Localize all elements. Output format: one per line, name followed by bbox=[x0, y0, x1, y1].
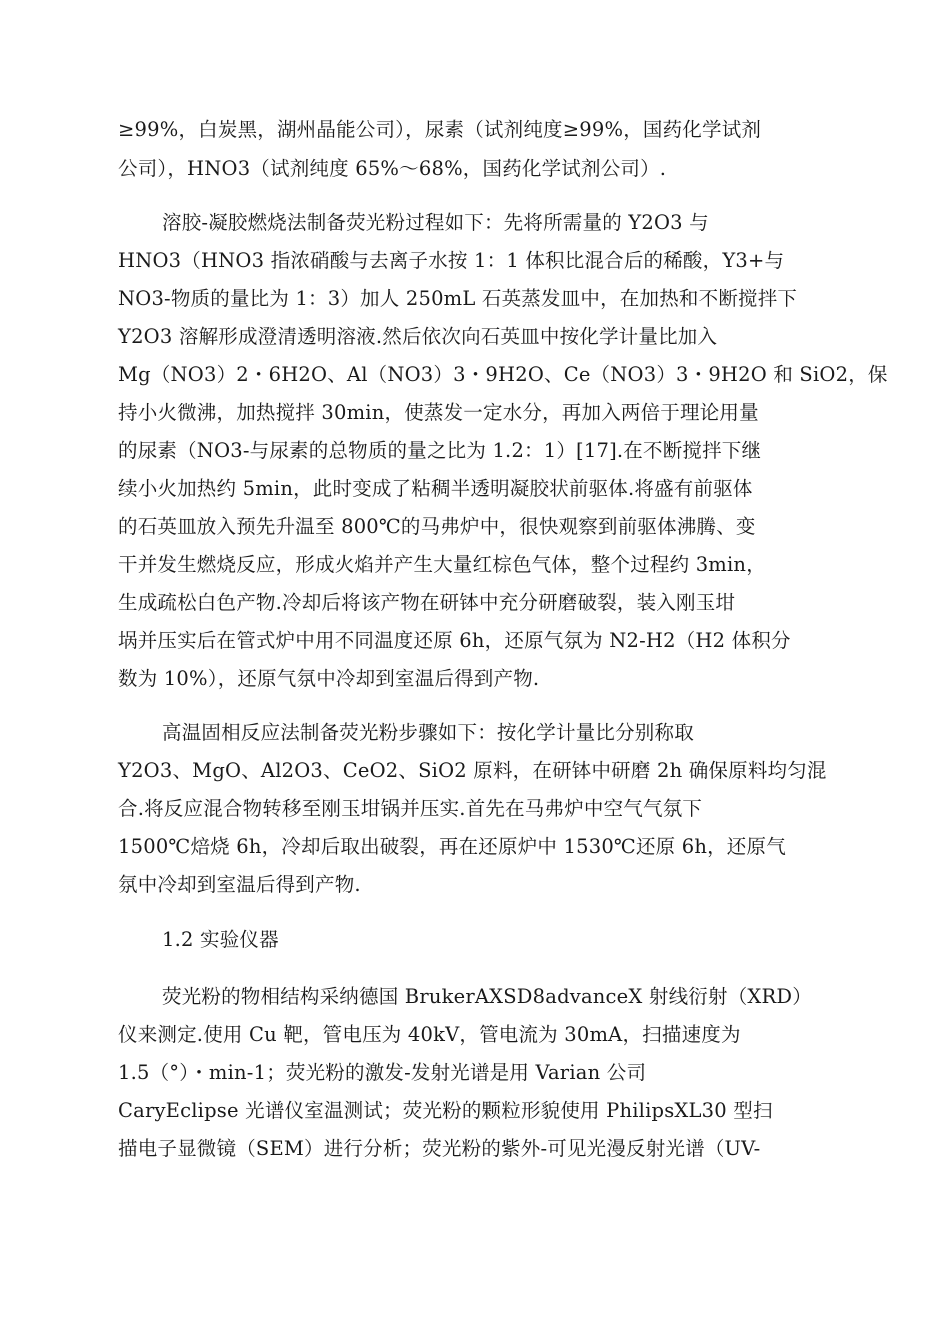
text-line: 干并发生燃烧反应，形成火焰并产生大量红棕色气体，整个过程约 3min， bbox=[118, 553, 766, 576]
text-line: 生成疏松白色产物.冷却后将该产物在研钵中充分研磨破裂，装入刚玉坩 bbox=[118, 591, 736, 614]
text-line: 持小火微沸，加热搅拌 30min，使蒸发一定水分，再加入两倍于理论用量 bbox=[118, 401, 759, 424]
text-line: Y2O3 溶解形成澄清透明溶液.然后依次向石英皿中按化学计量比加入 bbox=[118, 325, 718, 348]
text-line: 荧光粉的物相结构采纳德国 BrukerAXSD8advanceX 射线衍射（XRD） bbox=[162, 985, 812, 1008]
text-line: 高温固相反应法制备荧光粉步骤如下：按化学计量比分别称取 bbox=[162, 721, 694, 744]
text-line: CaryEclipse 光谱仪室温测试；荧光粉的颗粒形貌使用 PhilipsXL30 型扫 bbox=[118, 1099, 773, 1122]
text-line: NO3-物质的量比为 1：3）加人 250mL 石英蒸发皿中，在加热和不断搅拌下 bbox=[118, 287, 798, 310]
text-line: 数为 10%），还原气氛中冷却到室温后得到产物. bbox=[118, 667, 540, 690]
text-line: 公司），HNO3（试剂纯度 65%～68%，国药化学试剂公司）. bbox=[118, 157, 667, 180]
text-line: 1500℃焙烧 6h，冷却后取出破裂，再在还原炉中 1530℃还原 6h，还原气 bbox=[118, 835, 786, 858]
text-line: Mg（NO3）2・6H2O、Al（NO3）3・9H2O、Ce（NO3）3・9H2O 和 SiO2，保 bbox=[118, 363, 888, 386]
text-line: 的石英皿放入预先升温至 800℃的马弗炉中，很快观察到前驱体沸腾、变 bbox=[118, 515, 756, 538]
text-line: 的尿素（NO3-与尿素的总物质的量之比为 1.2：1）[17].在不断搅拌下继 bbox=[118, 439, 762, 462]
text-line: 氛中冷却到室温后得到产物. bbox=[118, 873, 361, 896]
text-line: HNO3（HNO3 指浓硝酸与去离子水按 1：1 体积比混合后的稀酸，Y3+与 bbox=[118, 249, 785, 272]
text-line: 合.将反应混合物转移至刚玉坩锅并压实.首先在马弗炉中空气气氛下 bbox=[118, 797, 703, 820]
text-line: 埚并压实后在管式炉中用不同温度还原 6h，还原气氛为 N2-H2（H2 体积分 bbox=[118, 629, 791, 652]
section-heading: 1.2 实验仪器 bbox=[162, 928, 279, 951]
text-line: 仪来测定.使用 Cu 靶，管电压为 40kV，管电流为 30mA，扫描速度为 bbox=[118, 1023, 741, 1046]
text-line: Y2O3、MgO、Al2O3、CeO2、SiO2 原料，在研钵中研磨 2h 确保原料均匀混 bbox=[118, 759, 827, 782]
text-line: 溶胶-凝胶燃烧法制备荧光粉过程如下：先将所需量的 Y2O3 与 bbox=[162, 211, 709, 234]
text-line: 描电子显微镜（SEM）进行分析；荧光粉的紫外-可见光漫反射光谱（UV- bbox=[118, 1137, 761, 1160]
text-line: 1.5（°）・min-1；荧光粉的激发-发射光谱是用 Varian 公司 bbox=[118, 1061, 647, 1084]
text-line: 续小火加热约 5min，此时变成了粘稠半透明凝胶状前驱体.将盛有前驱体 bbox=[118, 477, 753, 500]
text-line: ≥99%，白炭黑，湖州晶能公司），尿素（试剂纯度≥99%，国药化学试剂 bbox=[118, 118, 762, 141]
